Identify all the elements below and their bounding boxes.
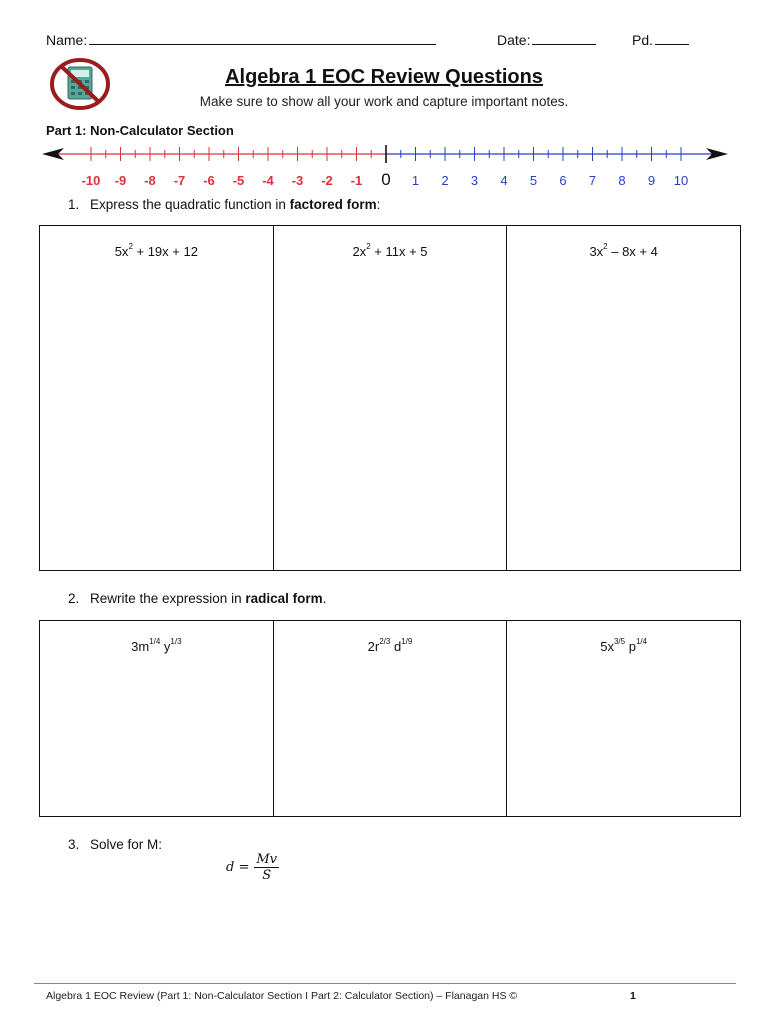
q2-problem-c-cell[interactable] bbox=[507, 621, 741, 817]
page-subtitle: Make sure to show all your work and capture important notes. bbox=[199, 94, 569, 109]
question-2-number: 2. bbox=[68, 591, 80, 606]
name-field bbox=[46, 32, 436, 48]
number-line-label: 9 bbox=[647, 173, 656, 188]
q2-problem-a-cell[interactable] bbox=[40, 621, 274, 817]
q1-problem-b-cell[interactable] bbox=[273, 226, 507, 571]
q2-problem-a: $3m^{1/4}$ $y^{1/3}$ bbox=[131, 637, 182, 654]
page-title: Algebra 1 EOC Review Questions bbox=[225, 66, 543, 88]
q1-problem-b: $2x^2 + 11x + 5$ bbox=[352, 242, 428, 259]
date-input-line[interactable] bbox=[532, 33, 596, 45]
question-2 bbox=[68, 591, 326, 606]
number-line-label: -10 bbox=[81, 173, 101, 188]
number-line-label: -5 bbox=[232, 173, 245, 188]
question-1-text: Express the quadratic function in bbox=[90, 197, 290, 212]
number-line-label: 8 bbox=[618, 173, 626, 188]
q1-problem-a-cell[interactable] bbox=[40, 226, 274, 571]
name-label: Name: bbox=[46, 32, 88, 48]
date-label: Date: bbox=[497, 32, 531, 48]
number-line-label: 1 bbox=[411, 173, 420, 188]
number-line-label: 2 bbox=[441, 173, 449, 188]
number-line-label: 6 bbox=[559, 173, 567, 188]
number-line-label: -2 bbox=[321, 173, 333, 188]
number-line-label: 7 bbox=[588, 173, 597, 188]
number-line-label: 0 bbox=[381, 170, 391, 189]
question-2-suffix: . bbox=[322, 591, 327, 606]
q1-problem-c-cell[interactable] bbox=[507, 226, 741, 571]
question-2-bold: radical form bbox=[245, 591, 323, 606]
number-line-label: 10 bbox=[673, 173, 689, 188]
number-line-label: -4 bbox=[262, 173, 274, 188]
equation-fraction bbox=[254, 852, 279, 883]
q1-problem-c: $3x^2 - 8x + 4$ bbox=[589, 242, 658, 259]
question-1-work-grid bbox=[39, 225, 741, 571]
question-2-work-grid bbox=[39, 620, 741, 817]
period-input-line[interactable] bbox=[655, 33, 689, 45]
number-line-label: -8 bbox=[144, 173, 156, 188]
q1-problem-a: $5x^2 + 19x + 12$ bbox=[114, 242, 198, 259]
number-line-label: -1 bbox=[350, 173, 363, 188]
number-line-label: -6 bbox=[203, 173, 215, 188]
date-field bbox=[497, 32, 596, 48]
question-3 bbox=[68, 837, 162, 852]
footer-text: Algebra 1 EOC Review (Part 1: Non-Calculator Section I Part 2: Calculator Section) – Flanagan HS © bbox=[46, 990, 518, 1002]
question-3-text: Solve for M: bbox=[90, 837, 163, 852]
number-line-label: 3 bbox=[470, 173, 479, 188]
footer-rule bbox=[34, 983, 736, 984]
period-label: Pd. bbox=[632, 32, 654, 48]
q2-problem-b: $2r^{2/3}$ $d^{1/9}$ bbox=[367, 637, 413, 654]
name-input-line[interactable] bbox=[89, 33, 436, 45]
q2-problem-c: $5x^{3/5}$ $p^{1/4}$ bbox=[600, 637, 648, 654]
question-1 bbox=[68, 197, 380, 212]
number-line-label: -9 bbox=[114, 173, 127, 188]
number-line-label: -3 bbox=[291, 173, 304, 188]
question-1-bold: factored form bbox=[289, 197, 377, 212]
number-line-label: 4 bbox=[500, 173, 508, 188]
question-3-equation bbox=[226, 852, 279, 883]
number-line bbox=[40, 142, 730, 192]
equation-numerator: Mv bbox=[256, 852, 278, 867]
q2-problem-b-cell[interactable] bbox=[273, 621, 507, 817]
question-2-text: Rewrite the expression in bbox=[90, 591, 246, 606]
equation-lhs: d = bbox=[226, 860, 250, 875]
part-heading: Part 1: Non-Calculator Section bbox=[46, 123, 234, 138]
page-number: 1 bbox=[630, 990, 636, 1002]
number-line-label: 5 bbox=[529, 173, 538, 188]
question-1-suffix: : bbox=[376, 197, 381, 212]
period-field bbox=[632, 32, 689, 48]
number-line-label: -7 bbox=[173, 173, 186, 188]
question-1-number: 1. bbox=[68, 197, 80, 212]
equation-denominator: S bbox=[262, 868, 272, 883]
question-3-number: 3. bbox=[68, 837, 80, 852]
